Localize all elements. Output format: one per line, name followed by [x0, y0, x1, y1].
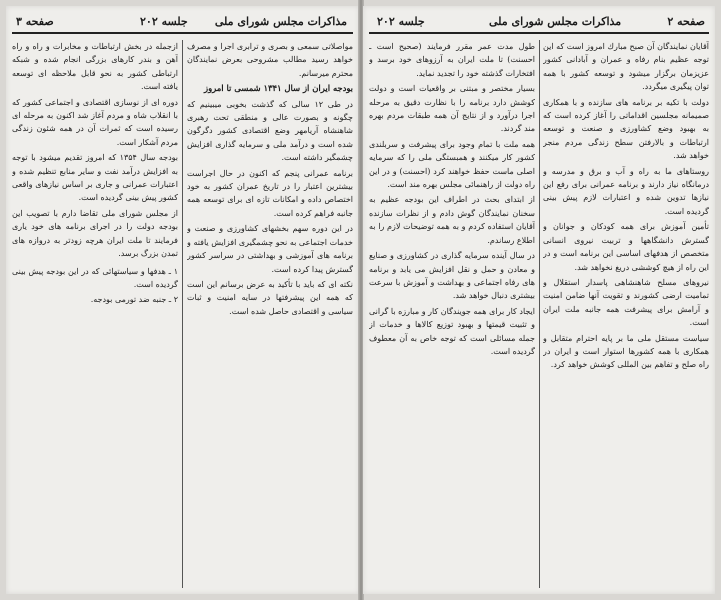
column-right [187, 40, 353, 588]
page-header [369, 10, 709, 34]
paragraph: در طی ۱۲ سالی که گذشت بخوبی میبینیم که چگونه و بصورت عالی و منطقی تحت رهبری شاهنشاه آریامهر وضع اقتصادی کشور دگرگون شده است و درآمد ملی و سرمایه گذاری افزایش چشمگیر داشته است. [187, 99, 353, 163]
section-heading: بودجه ایران از سال ۱۳۴۱ شمسی تا امروز [204, 83, 353, 94]
paragraph: ازجمله در بخش ارتباطات و مخابرات و راه و راه آهن و بندر کارهای بزرگی انجام شده و شبکه ارتباطی کشور به نحو قابل ملاحظه ای توسعه یافته است. [12, 42, 178, 92]
paragraph: دوره ای از نوسازی اقتصادی و اجتماعی کشور که با انقلاب شاه و مردم آغاز شد اکنون به مرحله ای رسیده است که ثمرات آن در همه شئون زندگی مردم آشکار است. [12, 97, 178, 147]
header-title: مذاکرات مجلس شورای ملی [489, 15, 622, 28]
column-divider [539, 40, 540, 588]
paragraph: در سال آینده سرمایه گذاری در کشاورزی و صنایع و معادن و حمل و نقل افزایش می یابد و برنامه های رفاه اجتماعی و بهداشت و آموزش با سرعت بیشتری دنبال خواهد شد. [369, 251, 535, 301]
paragraph: بسیار مختصر و مبتنی بر واقعیات است و دولت کوشش دارد برنامه را با نظارت دقیق به مرحله اجرا درآورد و از نتایج آن همه طبقات مردم بهره مند گردند. [369, 84, 535, 134]
paragraph: همه ملت با تمام وجود برای پیشرفت و سربلندی کشور کار میکنند و همبستگی ملی را که سرمایه اصلی ماست حفظ خواهند کرد (احسنت) و در این راه دولت از راهنمائی مجلس بهره مند است. [369, 139, 535, 190]
numbered-item: ۱ ـ هدفها و سیاستهائی که در این بودجه پیش بینی گردیده است. [12, 266, 178, 289]
page-3 [6, 6, 359, 594]
numbered-item: ۲ ـ جنبه ضد تورمی بودجه. [90, 295, 178, 305]
paragraph: از ابتدای بحث در اطراف این بودجه عظیم به سخنان نمایندگان گوش دادم و از نظرات سازنده آقایان استفاده کردم و به همه توضیحات لازم را به اطلاع رساندم. [369, 195, 535, 245]
text-columns [12, 40, 353, 588]
paragraph: دولت با تکیه بر برنامه های سازنده و با همکاری صمیمانه مجلسین اقداماتی را آغاز کرده است که به بهبود وضع کشاورزی و صنعت و توسعه ارتباطات و بالارفتن سطح زندگی مردم منجر خواهد شد. [543, 97, 709, 161]
page-header [12, 10, 353, 34]
paragraph: نیروهای مسلح شاهنشاهی پاسدار استقلال و تمامیت ارضی کشورند و تقویت آنها ضامن امنیت و آرامش برای پیشرفت همه جانبه ملت ایران است. [543, 277, 709, 328]
paragraph: از مجلس شورای ملی تقاضا دارم با تصویب این بودجه دولت را در اجرای برنامه های خود یاری فرمایند تا ملت ایران هرچه زودتر به دروازه های تمدن بزرگ برسد. [12, 208, 178, 259]
header-page-number: صفحه ۳ [16, 15, 54, 28]
paragraph: روستاهای ما به راه و آب و برق و مدرسه و درمانگاه نیاز دارند و برنامه عمرانی برای رفع این نیازها تدوین شده و اعتبارات لازم پیش بینی گردیده است. [543, 166, 709, 216]
paragraph: سیاست مستقل ملی ما بر پایه احترام متقابل و همکاری با همه کشورها استوار است و ایران در راه صلح و تفاهم بین المللی کوشش خواهد کرد. [543, 333, 709, 370]
paragraph: مواصلاتی سمعی و بصری و ترابری اجرا و مصرف خواهد رسید مطالب مشروحی بعرض نمایندگان محترم میرسانم. [187, 42, 353, 78]
paragraph: طول مدت عمر مقرر فرمایند (صحیح است ـ احسنت) تا ملت ایران به آرزوهای خود برسد و افتخارات گذشته خود را تجدید نماید. [369, 42, 535, 78]
paragraph: آقایان نمایندگان آن صبح مبارك امروز است که این توجه عظیم بنام رفاه و عمران و آبادانی کشور عزیزمان برگزار میشود و توسعه کشور با همه توان پیگیری میگردد. [543, 42, 709, 92]
paragraph: ایجاد کار برای همه جویندگان کار و مبارزه با گرانی و تثبیت قیمتها و بهبود توزیع کالاها و خدمات از جمله مسائلی است که توجه خاص به آن معطوف گردیده است. [369, 306, 535, 356]
paragraph: در این دوره سهم بخشهای کشاورزی و صنعت و خدمات اجتماعی به نحو چشمگیری افزایش یافته و برنامه های آموزشی و بهداشتی در سراسر کشور گسترش پیدا کرده است. [187, 224, 353, 274]
column-left [369, 40, 535, 588]
paragraph: بودجه سال ۱۳۵۴ که امروز تقدیم میشود با توجه به افزایش درآمد نفت و سایر منابع تنظیم شده و اعتبارات عمرانی و جاری بر اساس نیازهای واقعی کشور پیش بینی گردیده است. [12, 153, 178, 203]
column-divider [182, 40, 183, 588]
column-left [12, 40, 178, 588]
header-session: جلسه ۲۰۲ [377, 15, 425, 28]
paragraph: نکته ای که باید با تأکید به عرض برسانم این است که همه این پیشرفتها در سایه امنیت و ثبات سیاسی و اقتصادی حاصل شده است. [187, 279, 353, 316]
header-title: مذاکرات مجلس شورای ملی [214, 15, 347, 28]
column-right [543, 40, 709, 588]
header-page-number: صفحه ۲ [667, 15, 705, 28]
paragraph: برنامه عمرانی پنجم که اکنون در حال اجراست بیشترین اعتبار را در تاریخ عمران کشور به خود اختصاص داده و امکانات تازه ای برای توسعه همه جانبه فراهم کرده است. [187, 168, 353, 218]
text-columns [369, 40, 709, 588]
header-session: جلسه ۲۰۲ [140, 15, 188, 28]
paragraph: تأمین آموزش برای همه کودکان و جوانان و گسترش دانشگاهها و تربیت نیروی انسانی متخصص از هدفهای اساسی این برنامه است و در این راه از هیچ کوششی دریغ نخواهد شد. [543, 222, 709, 272]
page-2 [363, 6, 715, 594]
